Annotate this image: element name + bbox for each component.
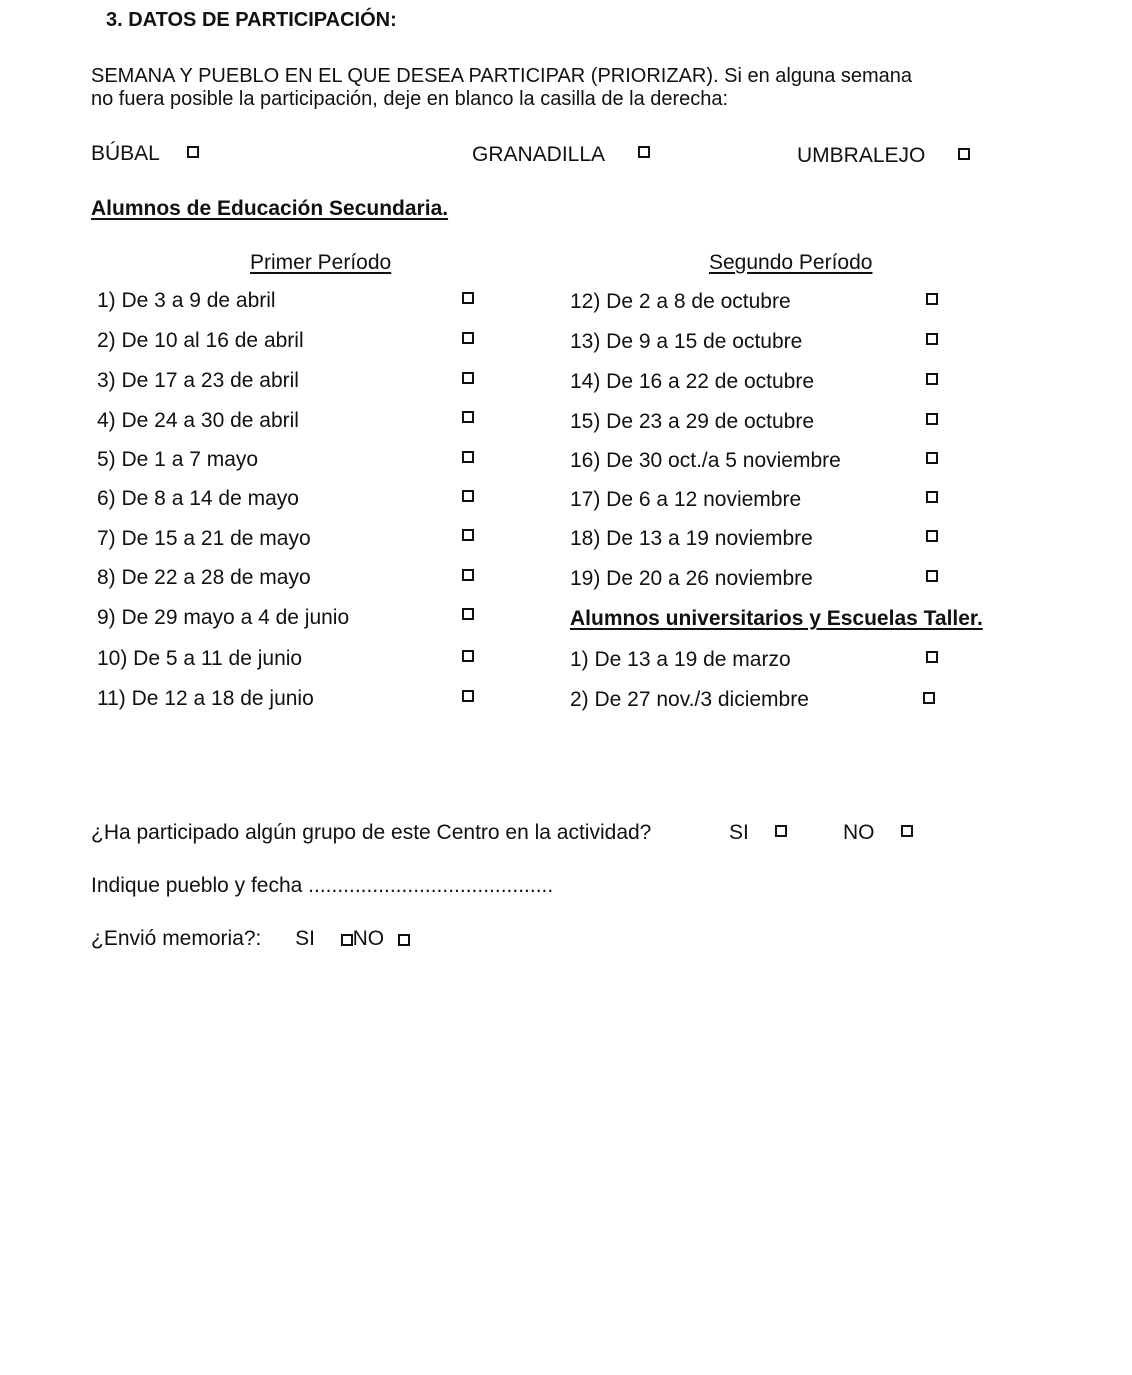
memoria-yes-checkbox[interactable] — [341, 934, 353, 946]
week-6-label: 6) De 8 a 14 de mayo — [97, 487, 299, 510]
section-title: 3. DATOS DE PARTICIPACIÓN: — [106, 9, 397, 31]
memoria-no-checkbox[interactable] — [398, 934, 410, 946]
week-16-checkbox[interactable] — [926, 452, 938, 464]
week-8-label: 8) De 22 a 28 de mayo — [97, 566, 311, 589]
week-7-label: 7) De 15 a 21 de mayo — [97, 527, 311, 550]
memoria-no-label: NO — [352, 927, 385, 950]
week-8-checkbox[interactable] — [462, 569, 474, 581]
participated-question: ¿Ha participado algún grupo de este Centro en la actividad? — [91, 821, 652, 844]
period1-title: Primer Período — [250, 251, 392, 274]
village-bubal-checkbox[interactable] — [187, 146, 199, 158]
intro-line-1: SEMANA Y PUEBLO EN EL QUE DESEA PARTICIPAR (PRIORIZAR). Si en alguna semana — [91, 65, 913, 87]
memoria-question-text: ¿Envió memoria?: — [91, 927, 262, 950]
week-17-label: 17) De 6 a 12 noviembre — [570, 488, 802, 511]
week-4-checkbox[interactable] — [462, 411, 474, 423]
week-18-checkbox[interactable] — [926, 530, 938, 542]
week-18-label: 18) De 13 a 19 noviembre — [570, 527, 813, 550]
week-11-checkbox[interactable] — [462, 690, 474, 702]
village-umbralejo-checkbox[interactable] — [958, 148, 970, 160]
week-9-checkbox[interactable] — [462, 608, 474, 620]
week-14-checkbox[interactable] — [926, 373, 938, 385]
week-10-label: 10) De 5 a 11 de junio — [97, 647, 303, 670]
village-umbralejo-label: UMBRALEJO — [797, 144, 926, 167]
week-16-label: 16) De 30 oct./a 5 noviembre — [570, 449, 841, 472]
village-granadilla-label: GRANADILLA — [472, 143, 606, 166]
university-week-2-checkbox[interactable] — [923, 692, 935, 704]
indicate-village-date[interactable]: Indique pueblo y fecha .......................................... — [91, 874, 554, 897]
week-5-label: 5) De 1 a 7 mayo — [97, 448, 259, 471]
week-6-checkbox[interactable] — [462, 490, 474, 502]
week-11-label: 11) De 12 a 18 de junio — [97, 687, 314, 710]
week-2-label: 2) De 10 al 16 de abril — [97, 329, 304, 352]
week-4-label: 4) De 24 a 30 de abril — [97, 409, 299, 432]
village-bubal-label: BÚBAL — [91, 142, 160, 165]
week-15-label: 15) De 23 a 29 de octubre — [570, 410, 815, 433]
participated-no-checkbox[interactable] — [901, 825, 913, 837]
week-19-checkbox[interactable] — [926, 570, 938, 582]
village-granadilla-checkbox[interactable] — [638, 146, 650, 158]
university-week-2-label: 2) De 27 nov./3 diciembre — [570, 688, 809, 711]
university-week-1-checkbox[interactable] — [926, 651, 938, 663]
week-12-label: 12) De 2 a 8 de octubre — [570, 290, 791, 313]
week-10-checkbox[interactable] — [462, 650, 474, 662]
university-week-1-label: 1) De 13 a 19 de marzo — [570, 648, 791, 671]
week-15-checkbox[interactable] — [926, 413, 938, 425]
week-9-label: 9) De 29 mayo a 4 de junio — [97, 606, 350, 629]
period2-title: Segundo Período — [709, 251, 873, 274]
week-17-checkbox[interactable] — [926, 491, 938, 503]
week-2-checkbox[interactable] — [462, 332, 474, 344]
participated-no-label: NO — [843, 821, 875, 844]
university-heading: Alumnos universitarios y Escuelas Taller. — [570, 607, 983, 630]
participated-yes-label: SI — [729, 821, 749, 844]
participated-yes-checkbox[interactable] — [775, 825, 787, 837]
week-5-checkbox[interactable] — [462, 451, 474, 463]
memoria-question — [91, 928, 410, 949]
week-13-label: 13) De 9 a 15 de octubre — [570, 330, 803, 353]
week-1-label: 1) De 3 a 9 de abril — [97, 289, 276, 312]
week-3-checkbox[interactable] — [462, 372, 474, 384]
week-13-checkbox[interactable] — [926, 333, 938, 345]
week-3-label: 3) De 17 a 23 de abril — [97, 369, 299, 392]
week-1-checkbox[interactable] — [462, 292, 474, 304]
memoria-yes-label: SI — [295, 927, 315, 950]
week-19-label: 19) De 20 a 26 noviembre — [570, 567, 813, 590]
secondary-heading: Alumnos de Educación Secundaria. — [91, 197, 449, 220]
intro-line-2: no fuera posible la participación, deje en blanco la casilla de la derecha: — [91, 88, 729, 110]
week-12-checkbox[interactable] — [926, 293, 938, 305]
week-14-label: 14) De 16 a 22 de octubre — [570, 370, 815, 393]
week-7-checkbox[interactable] — [462, 529, 474, 541]
